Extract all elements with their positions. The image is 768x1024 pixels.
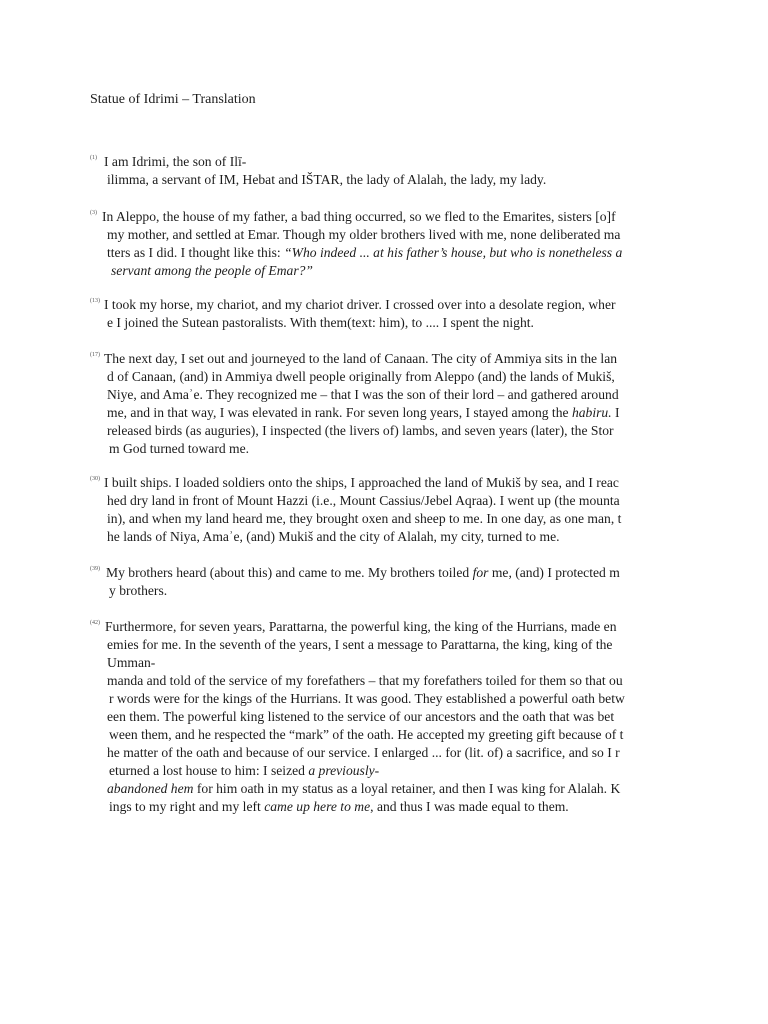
- text-segment: tters as I did. I thought like this:: [107, 245, 285, 260]
- text-line: [109, 798, 569, 816]
- text-segment: Umman-: [107, 655, 156, 670]
- text-line: [107, 492, 620, 510]
- text-segment: me, and in that way, I was elevated in rank. For seven long years, I stayed among the: [107, 405, 572, 420]
- text-segment: manda and told of the service of my forefathers – that my forefathers toiled for them so that ou: [107, 673, 623, 688]
- text-line: [107, 672, 623, 690]
- text-segment: My brothers heard (about this) and came to me. My brothers toiled: [106, 565, 473, 580]
- text-line: [107, 404, 620, 422]
- text-line: [107, 636, 612, 654]
- text-segment: for him oath in my status as a loyal retainer, and then I was king for Alalah. K: [193, 781, 621, 796]
- text-line: [109, 726, 623, 744]
- italic-text: for: [472, 565, 489, 580]
- text-line: [107, 780, 620, 798]
- text-segment: e I joined the Sutean pastoralists. With them(text: him), to .... I spent the night.: [107, 315, 534, 330]
- text-segment: he matter of the oath and because of our service. I enlarged ... for (lit. of) a sacrifice, and so I r: [107, 745, 620, 760]
- text-segment: I am Idrimi, the son of Ilī-: [104, 154, 247, 169]
- italic-text: a previously: [308, 763, 375, 778]
- text-segment: Niye, and Amaʾe. They recognized me – that I was the son of their lord – and gathered around: [107, 387, 619, 402]
- text-segment: I took my horse, my chariot, and my chariot driver. I crossed over into a desolate region, wher: [104, 297, 616, 312]
- text-line: [107, 244, 622, 262]
- text-segment: emies for me. In the seventh of the years, I sent a message to Parattarna, the king, king of the: [107, 637, 613, 652]
- text-line: [107, 171, 546, 189]
- text-line: [104, 296, 616, 314]
- text-line: [107, 386, 619, 404]
- text-segment: I: [611, 405, 620, 420]
- text-line: [107, 708, 614, 726]
- text-line: [107, 528, 560, 546]
- line-number-marker: (30): [90, 476, 100, 482]
- text-segment: In Aleppo, the house of my father, a bad thing occurred, so we fled to the Emarites, sisters [o]f: [102, 209, 616, 224]
- text-line: [107, 422, 614, 440]
- text-segment: -: [374, 763, 380, 778]
- text-segment: ings to my right and my left: [109, 799, 265, 814]
- text-line: [107, 744, 620, 762]
- text-segment: ilimma, a servant of IM, Hebat and IŠTAR, the lady of Alalah, the lady, my lady.: [107, 172, 547, 187]
- text-segment: released birds (as auguries), I inspected (the livers of) lambs, and seven years (later), the Stor: [107, 423, 614, 438]
- text-line: [104, 153, 246, 171]
- text-segment: he lands of Niya, Amaʾe, (and) Mukiš and the city of Alalah, my city, turned to me.: [107, 529, 560, 544]
- text-line: [109, 690, 625, 708]
- text-line: [106, 564, 620, 582]
- text-line: [109, 762, 379, 780]
- text-line: [111, 262, 313, 280]
- italic-text: came up here to me: [264, 799, 371, 814]
- text-segment: een them. The powerful king listened to the service of our ancestors and the oath that was bet: [107, 709, 615, 724]
- text-segment: in), and when my land heard me, they brought oxen and sheep to me. In one day, as one man, t: [107, 511, 622, 526]
- text-line: [104, 474, 619, 492]
- text-line: [107, 368, 615, 386]
- text-segment: ween them, and he respected the “mark” of the oath. He accepted my greeting gift because of t: [109, 727, 624, 742]
- text-line: [109, 440, 249, 458]
- text-segment: r words were for the kings of the Hurrians. It was good. They established a powerful oath betw: [109, 691, 625, 706]
- italic-text: “Who indeed ... at his father’s house, but who is nonetheless a: [284, 245, 623, 260]
- document-title: Statue of Idrimi – Translation: [90, 92, 256, 107]
- text-segment: , and thus I was made equal to them.: [370, 799, 569, 814]
- text-segment: I built ships. I loaded soldiers onto the ships, I approached the land of Mukiš by sea, and I reac: [104, 475, 619, 490]
- line-number-marker: (39): [90, 566, 100, 572]
- text-segment: d of Canaan, (and) in Ammiya dwell people originally from Aleppo (and) the lands of Mukiš,: [107, 369, 615, 384]
- text-line: [107, 654, 155, 672]
- text-segment: m God turned toward me.: [109, 441, 250, 456]
- line-number-marker: (13): [90, 298, 100, 304]
- line-number-marker: (3): [90, 210, 97, 216]
- text-line: [102, 208, 616, 226]
- line-number-marker: (17): [90, 352, 100, 358]
- text-segment: Furthermore, for seven years, Parattarna, the powerful king, the king of the Hurrians, made en: [105, 619, 617, 634]
- text-segment: me, (and) I protected m: [488, 565, 620, 580]
- text-line: [107, 510, 621, 528]
- italic-text: servant among the people of Emar?”: [111, 263, 313, 278]
- italic-text: abandoned hem: [107, 781, 194, 796]
- text-line: [107, 314, 534, 332]
- text-line: [107, 226, 620, 244]
- text-segment: my mother, and settled at Emar. Though my older brothers lived with me, none deliberated ma: [107, 227, 621, 242]
- text-line: [104, 350, 617, 368]
- text-segment: The next day, I set out and journeyed to the land of Canaan. The city of Ammiya sits in the lan: [104, 351, 618, 366]
- text-segment: hed dry land in front of Mount Hazzi (i.e., Mount Cassius/Jebel Aqraa). I went up (the mounta: [107, 493, 620, 508]
- italic-text: habiru.: [571, 405, 612, 420]
- line-number-marker: (1): [90, 155, 97, 161]
- text-line: [109, 582, 167, 600]
- text-segment: y brothers.: [109, 583, 168, 598]
- line-number-marker: (42): [90, 620, 100, 626]
- text-segment: eturned a lost house to him: I seized: [109, 763, 309, 778]
- text-line: [105, 618, 617, 636]
